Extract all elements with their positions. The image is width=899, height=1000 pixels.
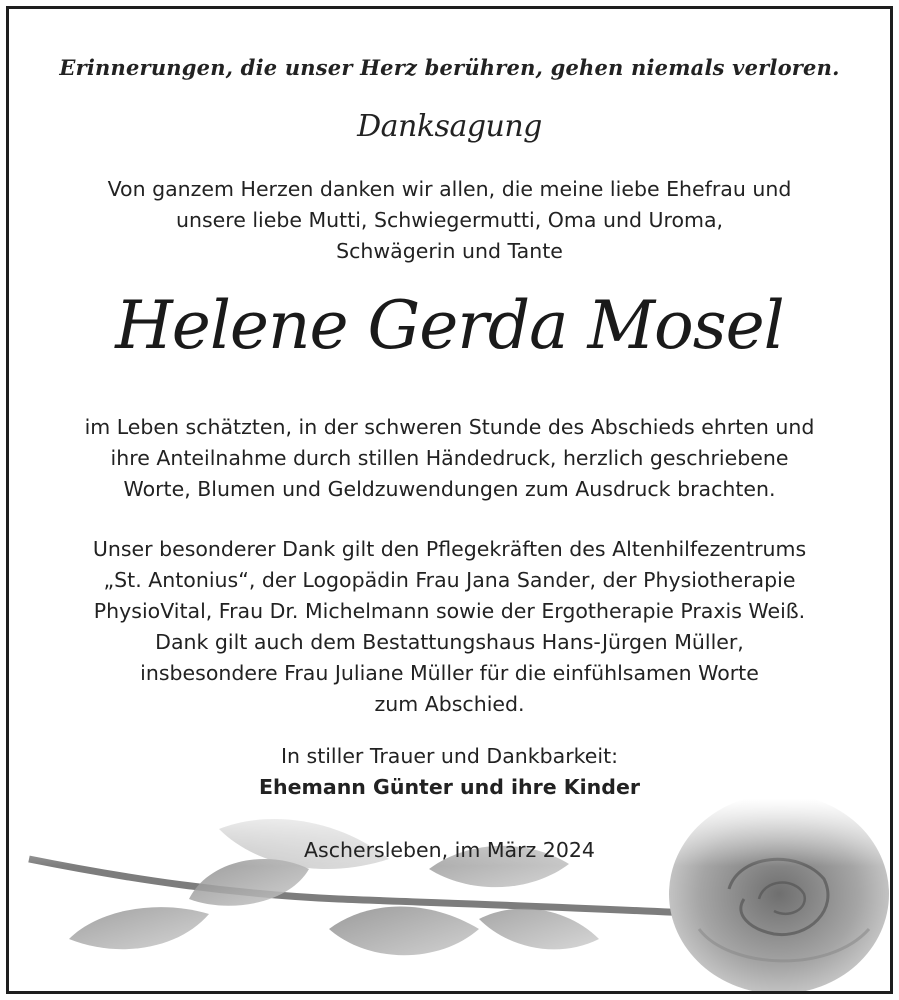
motto: Erinnerungen, die unser Herz berühren, gehen niemals verloren. — [59, 55, 840, 80]
rose-image — [9, 799, 890, 991]
deceased-name: Helene Gerda Mosel — [115, 287, 784, 364]
thanks-line: Unser besonderer Dank gilt den Pflegekräften des Altenhilfezentrums — [92, 537, 807, 561]
body-line: ihre Anteilnahme durch stillen Händedruck, herzlich geschriebene — [110, 446, 789, 470]
heading: Danksagung — [357, 109, 542, 144]
obituary-notice — [6, 6, 893, 994]
body-line: im Leben schätzten, in der schweren Stunde des Abschieds ehrten und — [84, 415, 815, 439]
closing-line: In stiller Trauer und Dankbarkeit: — [280, 744, 619, 768]
thanks-line: zum Abschied. — [374, 692, 525, 716]
intro-paragraph — [9, 174, 890, 267]
body-line: Worte, Blumen und Geldzuwendungen zum Ausdruck brachten. — [123, 477, 776, 501]
intro-line: unsere liebe Mutti, Schwiegermutti, Oma und Uroma, — [175, 208, 724, 232]
thanks-line: „St. Antonius“, der Logopädin Frau Jana Sander, der Physiotherapie — [103, 568, 796, 592]
thanks-line: insbesondere Frau Juliane Müller für die einfühlsamen Worte — [140, 661, 759, 685]
place-date: Aschersleben, im März 2024 — [304, 838, 595, 862]
thanks-line: PhysioVital, Frau Dr. Michelmann sowie der Ergotherapie Praxis Weiß. — [93, 599, 806, 623]
signers: Ehemann Günter und ihre Kinder — [259, 775, 640, 799]
intro-line: Von ganzem Herzen danken wir allen, die meine liebe Ehefrau und — [107, 177, 792, 201]
thanks-paragraph — [9, 534, 890, 720]
body-paragraph — [9, 412, 890, 505]
intro-line: Schwägerin und Tante — [336, 239, 563, 263]
thanks-line: Dank gilt auch dem Bestattungshaus Hans-Jürgen Müller, — [155, 630, 744, 654]
